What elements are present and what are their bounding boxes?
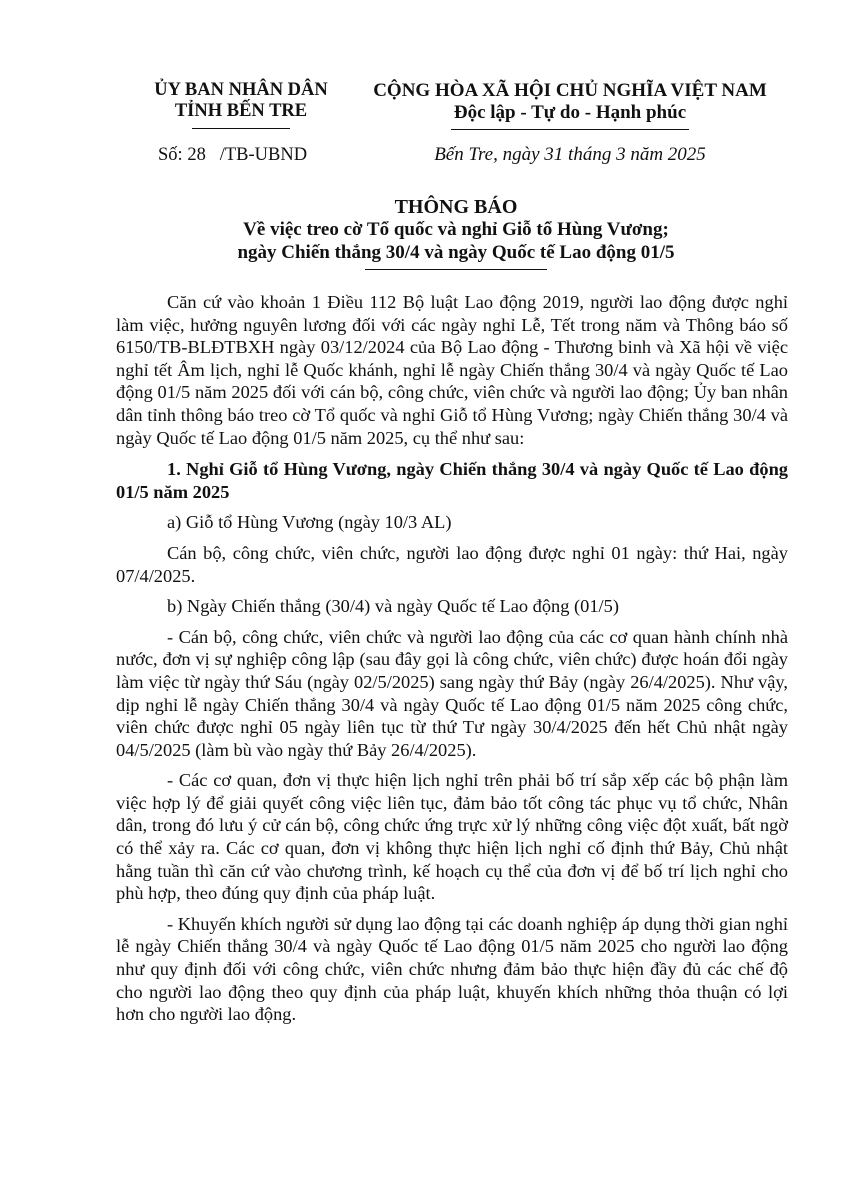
document-number [158, 144, 307, 166]
nation-line-2: Độc lập - Tự do - Hạnh phúc [453, 102, 687, 123]
title-subject-line-2: ngày Chiến thắng 30/4 và ngày Quốc tế Lao động 01/5 [237, 242, 675, 263]
org-line-2: TỈNH BẾN TRE [174, 101, 308, 121]
number-value: 28 [187, 145, 206, 165]
number-label: Số: [158, 145, 183, 165]
org-underline [192, 128, 290, 129]
title-subject-line-1: Về việc treo cờ Tổ quốc và nghỉ Giỗ tổ Hùng Vương; [243, 219, 669, 240]
document-body [116, 291, 788, 1034]
nation-underline [451, 129, 689, 130]
document-header [0, 80, 848, 200]
subsection-a-text: Cán bộ, công chức, viên chức, người lao động được nghỉ 01 ngày: thứ Hai, ngày 07/4/2025. [116, 542, 788, 586]
title-underline [365, 269, 547, 270]
subsection-a: a) Giỗ tổ Hùng Vương (ngày 10/3 AL) [167, 512, 452, 533]
number-suffix: /TB-UBND [219, 145, 308, 165]
place-and-date: Bến Tre, ngày 31 tháng 3 năm 2025 [434, 144, 706, 165]
subsection-b-item-3: - Khuyến khích người sử dụng lao động tại các doanh nghiệp áp dụng thời gian nghỉ lễ ngày Chiến thắng 30/4 và ngày Quốc tế Lao động 01/5 năm 2025 cho người lao động như quy định đối với công chức, viên chức nhưng đảm bảo thực hiện đầy đủ các chế độ cho người lao động theo quy định của pháp luật, khuyến khích những thỏa thuận có lợi hơn cho người lao động. [116, 913, 788, 1025]
subsection-b-item-2: - Các cơ quan, đơn vị thực hiện lịch nghỉ trên phải bố trí sắp xếp các bộ phận làm việc hợp lý để giải quyết công việc liên tục, đảm bảo tốt công tác phục vụ tổ chức, Nhân dân, trong đó lưu ý cử cán bộ, công chức ứng trực xử lý những công việc đột xuất, bất ngờ có thể xảy ra. Các cơ quan, đơn vị không thực hiện lịch nghỉ cố định thứ Bảy, Chủ nhật hằng tuần thì căn cứ vào chương trình, kế hoạch cụ thể của đơn vị để bố trí lịch nghỉ cho phù hợp, theo đúng quy định của pháp luật. [116, 770, 788, 904]
document-title [0, 196, 848, 270]
org-line-1: ỦY BAN NHÂN DÂN [154, 80, 328, 100]
title-main: THÔNG BÁO [394, 196, 518, 218]
subsection-b: b) Ngày Chiến thắng (30/4) và ngày Quốc tế Lao động (01/5) [167, 596, 619, 617]
national-motto [360, 80, 780, 130]
paragraph-preamble: Căn cứ vào khoản 1 Điều 112 Bộ luật Lao động 2019, người lao động được nghỉ làm việc, hưởng nguyên lương đối với các ngày nghỉ Lễ, Tết trong năm và Thông báo số 6150/TB-BLĐTBXH ngày 03/12/2024 của Bộ Lao động - Thương binh và Xã hội về việc nghỉ tết Âm lịch, nghỉ lễ Quốc khánh, nghỉ lễ ngày Chiến thắng 30/4 và ngày Quốc tế Lao động 01/5 năm 2025 đối với cán bộ, công chức, viên chức và người lao động; Ủy ban nhân dân tỉnh thông báo treo cờ Tổ quốc và nghỉ Giỗ tổ Hùng Vương; ngày Chiến thắng 30/4 và ngày Quốc tế Lao động 01/5 năm 2025, cụ thể như sau: [116, 292, 788, 448]
section-heading-1: 1. Nghỉ Giỗ tổ Hùng Vương, ngày Chiến thắng 30/4 và ngày Quốc tế Lao động 01/5 năm 2025 [116, 459, 788, 502]
subsection-b-item-1: - Cán bộ, công chức, viên chức và người lao động của các cơ quan hành chính nhà nước, đơn vị sự nghiệp công lập (sau đây gọi là công chức, viên chức) được hoán đổi ngày làm việc từ ngày thứ Sáu (ngày 02/5/2025) sang ngày thứ Bảy (ngày 26/4/2025). Như vậy, dịp nghỉ lễ ngày Chiến thắng 30/4 và ngày Quốc tế Lao động 01/5 năm 2025 công chức, viên chức được nghỉ 05 ngày liên tục từ thứ Tư ngày 30/4/2025 đến hết Chủ nhật ngày 04/5/2025 (làm bù vào ngày thứ Bảy 26/4/2025). [116, 626, 788, 760]
nation-line-1: CỘNG HÒA XÃ HỘI CHỦ NGHĨA VIỆT NAM [373, 80, 767, 101]
issuing-authority [116, 80, 366, 129]
